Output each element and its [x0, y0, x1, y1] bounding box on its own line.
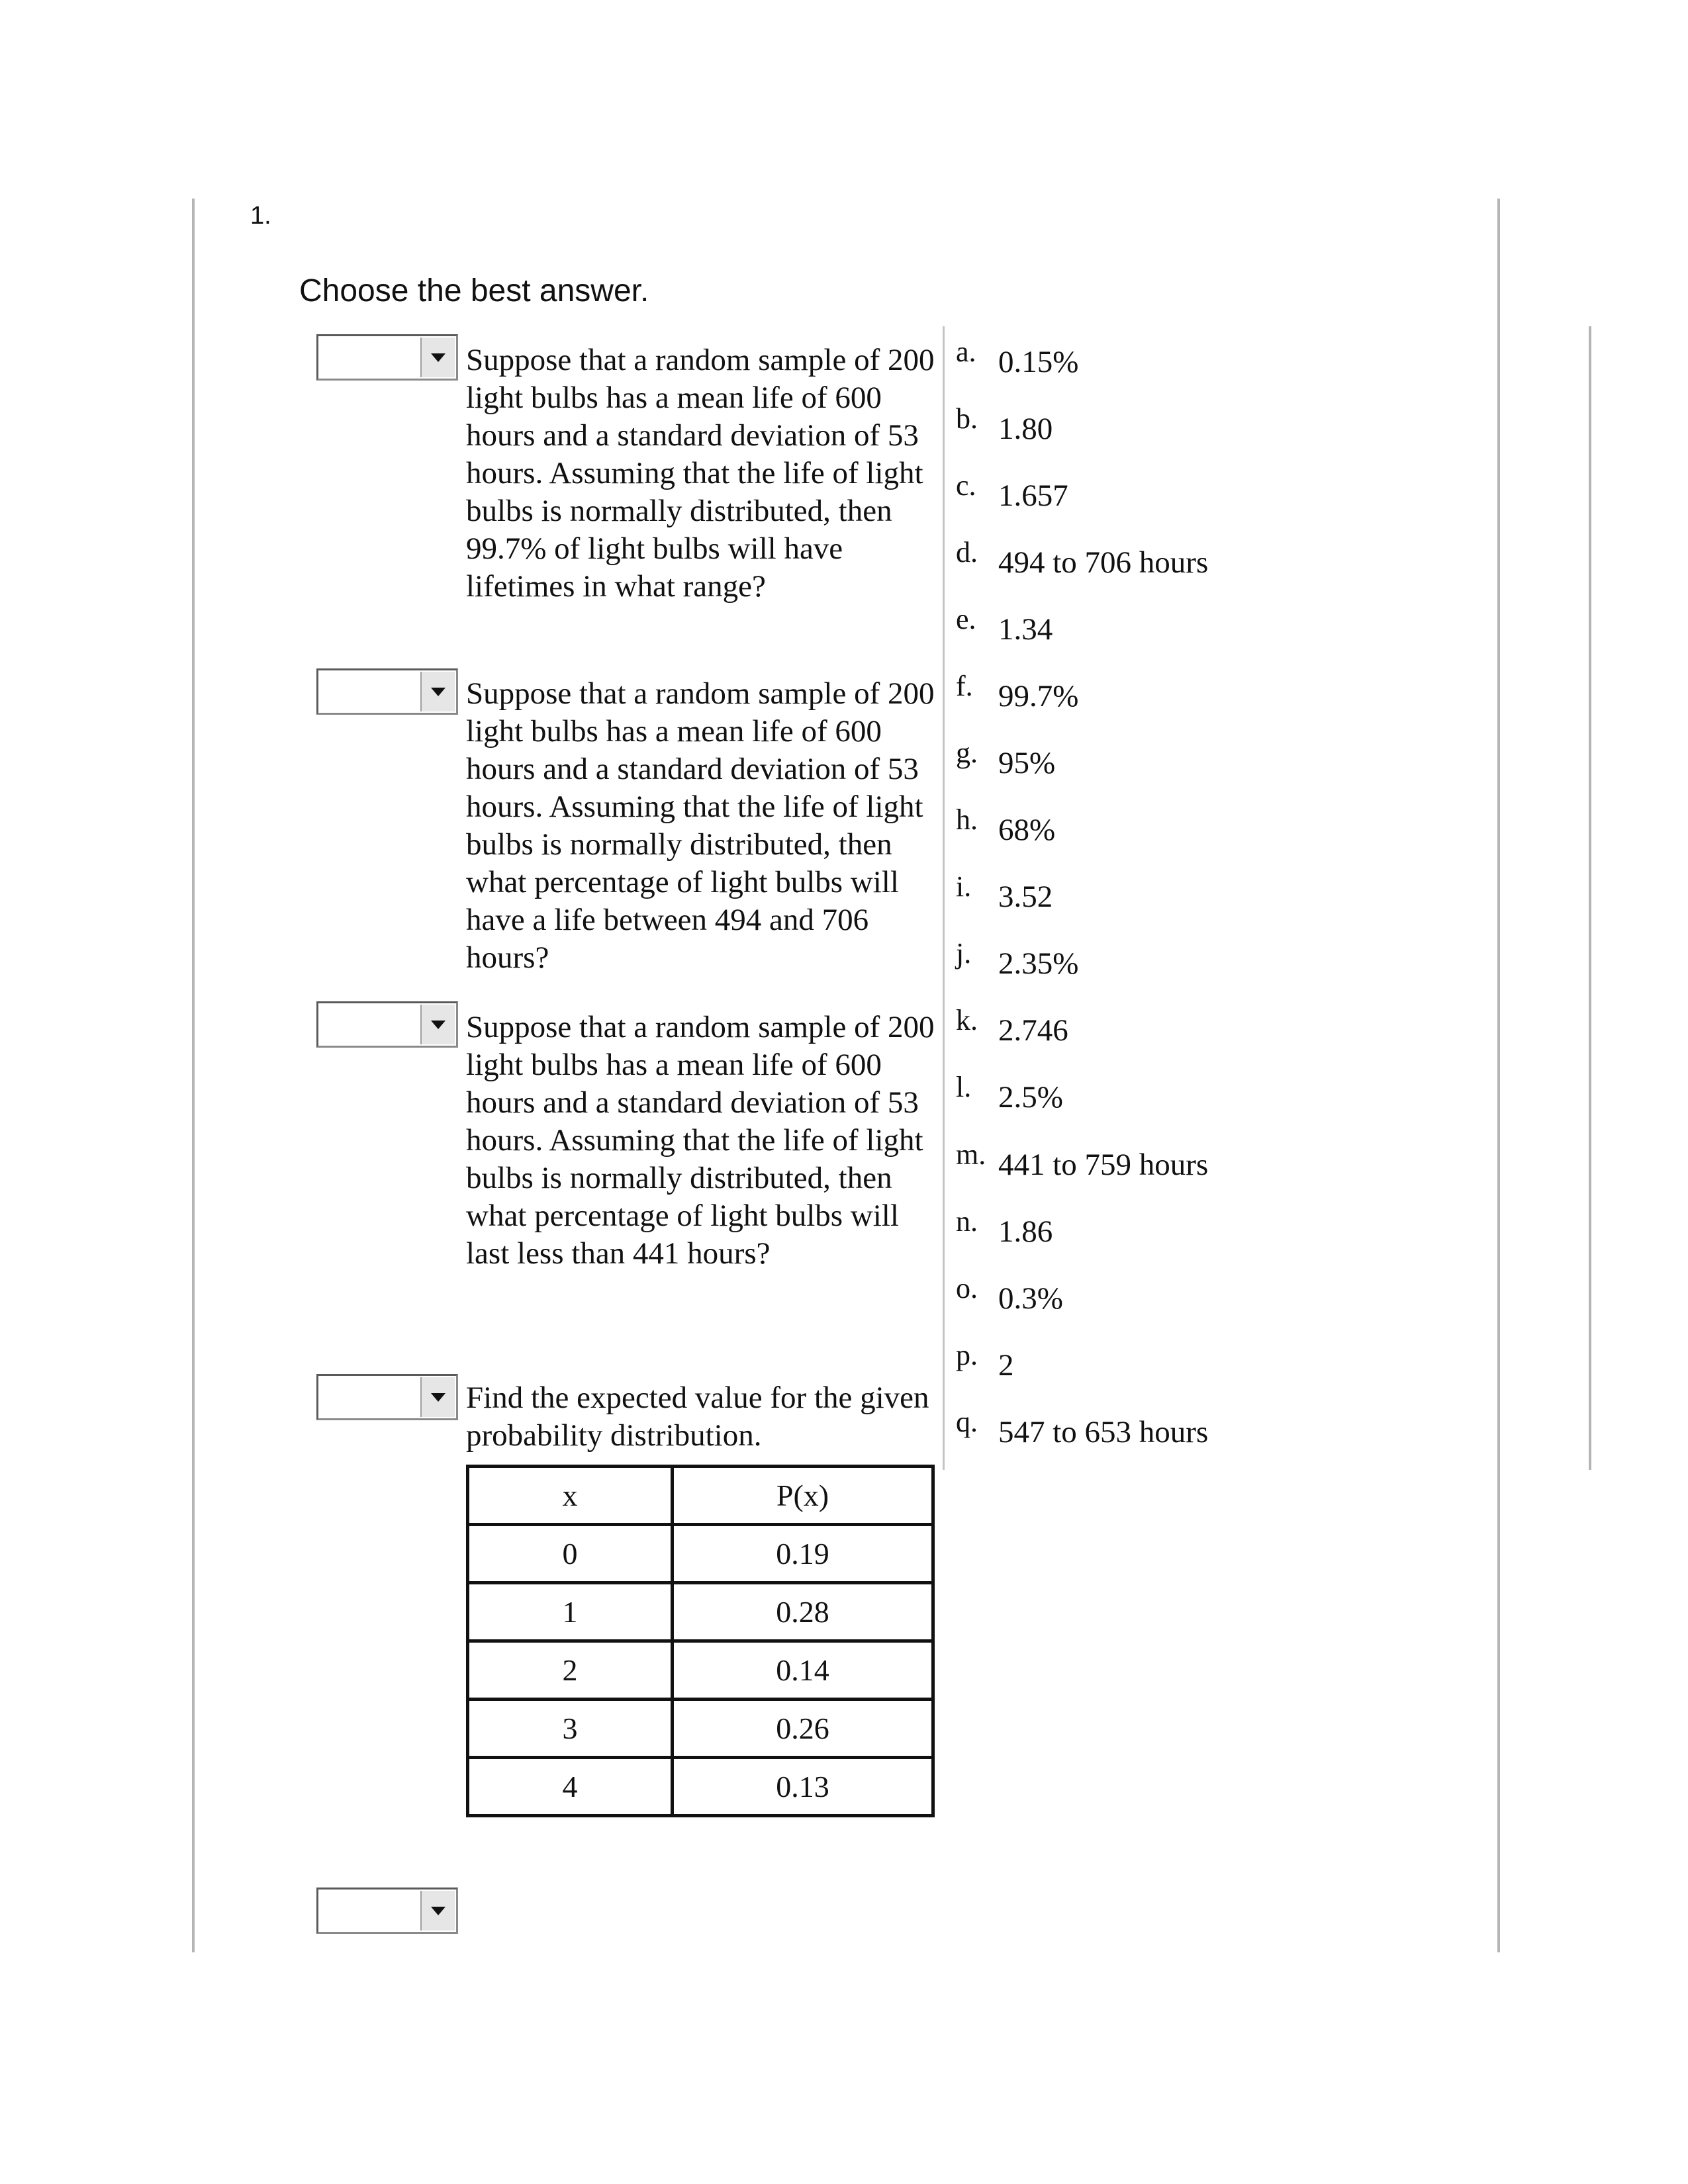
- table-row: [468, 1641, 933, 1700]
- options-right-border: [1589, 326, 1591, 1470]
- table-cell-x: 1: [468, 1583, 673, 1641]
- table-row: [468, 1700, 933, 1758]
- table-cell-px: 0.14: [673, 1641, 933, 1700]
- table-row: [468, 1583, 933, 1641]
- answer-select-5[interactable]: [316, 1888, 458, 1934]
- answer-select-3[interactable]: [316, 1001, 458, 1048]
- options-divider: [943, 326, 945, 1470]
- column-header-px: P(x): [673, 1467, 933, 1525]
- question-number: 1.: [250, 202, 271, 230]
- question-prompt-2: Suppose that a random sample of 200 light bulbs has a mean life of 600 hours and a standard deviation of 53 hours. Assuming that the life of light bulbs is normally distributed, then what percentage of light bulbs will have a life between 494 and 706 hours?: [466, 676, 935, 975]
- answer-select-2[interactable]: [316, 668, 458, 715]
- answer-select-value: [324, 676, 416, 707]
- table-row: [468, 1758, 933, 1816]
- table-cell-x: 2: [468, 1641, 673, 1700]
- table-row: [468, 1525, 933, 1583]
- dropdown-arrow-icon[interactable]: [420, 672, 455, 711]
- probability-distribution-table: [466, 1465, 935, 1817]
- question-prompt-4: Find the expected value for the given probability distribution.: [466, 1381, 929, 1453]
- answer-select-value: [324, 1895, 416, 1927]
- answer-select-value: [324, 1009, 416, 1040]
- column-header-x: x: [468, 1467, 673, 1525]
- table-cell-px: 0.28: [673, 1583, 933, 1641]
- question-instruction: Choose the best answer.: [299, 273, 649, 308]
- table-cell-px: 0.13: [673, 1758, 933, 1816]
- table-cell-x: 3: [468, 1700, 673, 1758]
- table-header-row: [468, 1467, 933, 1525]
- answer-select-value: [324, 341, 416, 373]
- dropdown-arrow-icon[interactable]: [420, 338, 455, 377]
- answer-select-value: [324, 1381, 416, 1413]
- question-frame-right-border: [1497, 199, 1500, 1952]
- table-cell-x: 0: [468, 1525, 673, 1583]
- dropdown-arrow-icon[interactable]: [420, 1891, 455, 1931]
- dropdown-arrow-icon[interactable]: [420, 1005, 455, 1044]
- question-frame-left-border: [192, 199, 195, 1952]
- question-prompt-3: Suppose that a random sample of 200 light bulbs has a mean life of 600 hours and a standard deviation of 53 hours. Assuming that the life of light bulbs is normally distributed, then what percentage of light bulbs will last less than 441 hours?: [466, 1010, 935, 1271]
- table-cell-px: 0.19: [673, 1525, 933, 1583]
- table-cell-x: 4: [468, 1758, 673, 1816]
- question-prompt-1: Suppose that a random sample of 200 light bulbs has a mean life of 600 hours and a standard deviation of 53 hours. Assuming that the life of light bulbs is normally distributed, then 99.7% of light bulbs will have lifetimes in what range?: [466, 343, 935, 604]
- answer-select-4[interactable]: [316, 1374, 458, 1420]
- dropdown-arrow-icon[interactable]: [420, 1377, 455, 1417]
- answer-select-1[interactable]: [316, 334, 458, 381]
- table-cell-px: 0.26: [673, 1700, 933, 1758]
